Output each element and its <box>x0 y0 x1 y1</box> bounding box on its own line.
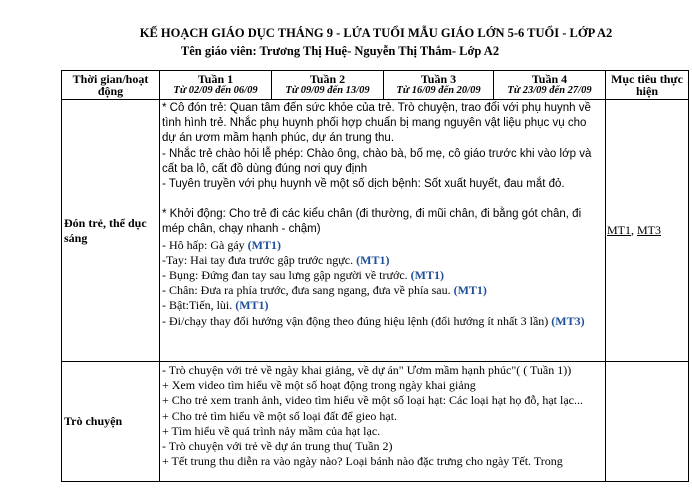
content-spacer <box>162 192 603 207</box>
header-week-2: Tuần 2 Từ 09/09 đến 13/09 <box>272 71 384 100</box>
content-line: - Hô hấp: Gà gáy (MT1) <box>162 237 281 252</box>
goal-tag: (MT1) <box>453 283 487 298</box>
education-plan-table <box>61 70 689 482</box>
activity-label: Trò chuyện <box>62 362 160 482</box>
content-line: + Tìm hiểu về quá trình nảy mầm của hạt lạc. <box>162 423 381 438</box>
target-link-mt3[interactable]: MT3 <box>637 223 661 237</box>
header-week-4: Tuần 4 Từ 23/09 đến 27/09 <box>494 71 606 100</box>
table-row <box>62 362 689 482</box>
goal-tag: (MT1) <box>247 237 281 252</box>
activity-content <box>160 100 606 362</box>
target-cell: MT1, MT3 <box>606 100 689 362</box>
content-line: * Cô đón trẻ: Quan tâm đến sức khỏe của trẻ. Trò chuyện, trao đổi với phụ huynh về tình hình trẻ. Nhắc phụ huynh phối hợp chuẩn bị mang nguyên vật liệu phục vụ cho dự án ươm mầm hạnh phúc, dự án trung thu. <box>162 102 591 145</box>
activity-content <box>160 362 606 482</box>
target-link-mt1[interactable]: MT1 <box>607 223 631 237</box>
teacher-line: Tên giáo viên: Trương Thị Huệ- Nguyễn Thị Thắm- Lớp A2 <box>180 44 500 58</box>
content-line: - Đi/chạy thay đổi hướng vận động theo đúng hiệu lệnh (đổi hướng ít nhất 3 lần) (MT3) <box>162 313 585 328</box>
goal-tag: (MT1) <box>410 268 444 283</box>
header-week-3: Tuần 3 Từ 16/09 đến 20/09 <box>384 71 494 100</box>
content-line: + Cho trẻ tìm hiểu về một số loại đất để gieo hạt. <box>162 408 398 423</box>
header-time-activity: Thời gian/hoạt động <box>62 71 160 100</box>
header-target: Mục tiêu thực hiện <box>606 71 689 100</box>
content-line: - Tuyên truyền với phụ huynh về một số dịch bệnh: Sốt xuất huyết, đau mắt đỏ. <box>162 178 565 191</box>
goal-tag: (MT1) <box>235 298 269 313</box>
content-line: * Khởi động: Cho trẻ đi các kiểu chân (đi thường, đi mũi chân, đi bằng gót chân, đi mép chân, chạy nhanh - chậm) <box>162 208 582 236</box>
table-row <box>62 100 689 362</box>
plan-title: KẾ HOẠCH GIÁO DỤC THÁNG 9 - LỨA TUỔI MẪU GIÁO LỚN 5-6 TUỔI - LỚP A2 <box>139 26 613 40</box>
content-line: - Bụng: Đứng đan tay sau lưng gập người về trước. (MT1) <box>162 268 444 283</box>
header-week-1: Tuần 1 Từ 02/09 đến 06/09 <box>160 71 272 100</box>
content-line: -Tay: Hai tay đưa trước gập trước ngực. (MT1) <box>162 252 390 267</box>
content-line: + Xem video tìm hiểu về một số hoạt động trong ngày khai giảng <box>162 378 476 393</box>
content-line: - Trò chuyện với trẻ về dự án trung thu( Tuần 2) <box>162 439 393 454</box>
content-line: - Chân: Đưa ra phía trước, đưa sang ngang, đưa về phía sau. (MT1) <box>162 283 487 298</box>
content-line: - Bật:Tiến, lùi. (MT1) <box>162 298 269 313</box>
content-line: + Tết trung thu diễn ra vào ngày nào? Loại bánh nào đặc trưng cho ngày Tết. Trong <box>162 454 563 469</box>
goal-tag: (MT1) <box>356 252 390 267</box>
activity-label: Đón trẻ, thể dục sáng <box>62 100 160 362</box>
goal-tag: (MT3) <box>551 313 585 328</box>
table-header-row <box>62 71 689 100</box>
target-cell <box>606 362 689 482</box>
content-line: + Cho trẻ xem tranh ảnh, video tìm hiểu về một số loại hạt: Các loại hạt họ đỗ, hạt lạc... <box>162 393 584 408</box>
content-line: - Trò chuyện với trẻ về ngày khai giảng, về dự án" Ươm mầm hạnh phúc"( ( Tuần 1)) <box>162 363 572 377</box>
content-line: - Nhắc trẻ chào hỏi lễ phép: Chào ông, chào bà, bố mẹ, cô giáo trước khi vào lớp và cất ba lô, cất đồ dùng đúng nơi quy định <box>162 147 592 175</box>
